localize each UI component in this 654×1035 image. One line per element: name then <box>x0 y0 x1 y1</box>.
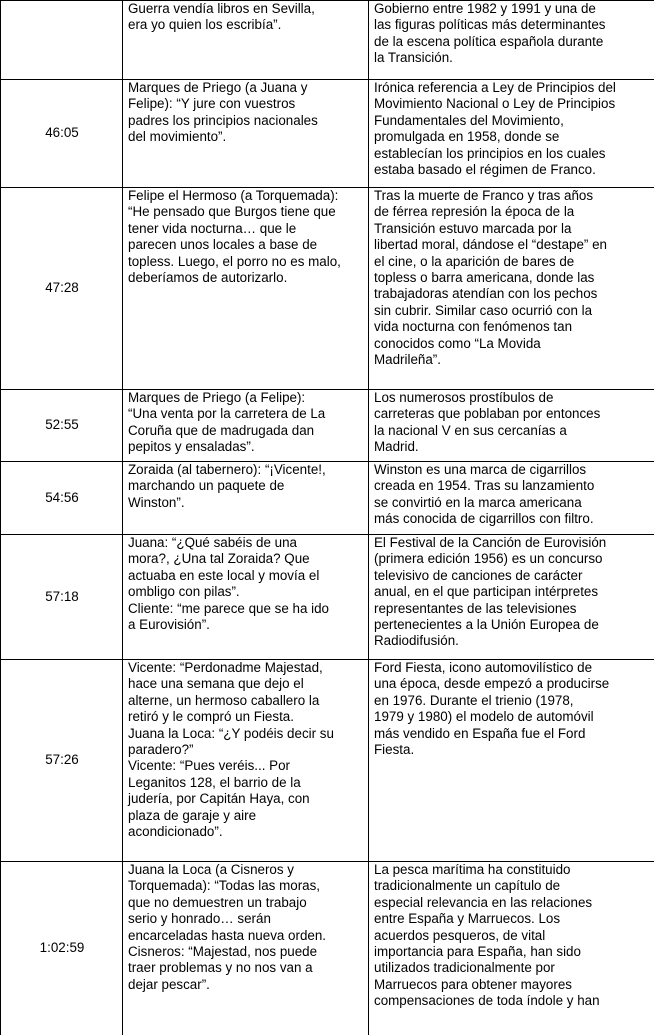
quote-cell <box>123 862 369 1035</box>
timestamp-cell <box>1 1 123 80</box>
table-row <box>1 188 654 390</box>
note-cell <box>369 462 654 535</box>
quote-cell <box>123 462 369 535</box>
quote-cell <box>123 80 369 188</box>
table-row <box>1 1 654 80</box>
historical-note: Irónica referencia a Ley de Principios del Movimiento Nacional o Ley de Principios Fundamentales del Movimiento, promulgada en 1958, donde se establecían los principios en los cuales estaba basado el régimen de Franco. <box>374 80 616 178</box>
dialogue-quote: Felipe el Hermoso (a Torquemada): “He pensado que Burgos tiene que tener vida nocturna… que le parecen unos locales a base de topless. Luego, el porro no es malo, deberíamos de autorizarlo. <box>128 188 341 286</box>
dialogue-quote: Vicente: “Perdonadme Majestad, hace una semana que dejo el alterne, un hermoso caballero la retiró y le compró un Fiesta. Juana la Loca: “¿Y podéis decir su paradero?” Vicente: “Pues veréis... Por Leganitos 128, el barrio de la judería, por Capitán Haya, con plaza de garaje y aire acondicionado”. <box>128 660 334 840</box>
note-cell <box>369 535 654 660</box>
timestamp: 46:05 <box>45 125 79 141</box>
note-cell <box>369 660 654 862</box>
historical-note: Winston es una marca de cigarrillos creada en 1954. Tras su lanzamiento se convirtió en la marca americana más conocida de cigarrillos con filtro. <box>374 462 595 527</box>
table-row <box>1 462 654 535</box>
table-row <box>1 390 654 462</box>
quote-cell <box>123 535 369 660</box>
timestamp-cell <box>1 80 123 188</box>
timestamp-cell <box>1 660 123 862</box>
dialogue-quote: Zoraida (al tabernero): “¡Vicente!, marchando un paquete de Winston”. <box>128 462 326 510</box>
timestamp: 1:02:59 <box>39 940 85 956</box>
quote-cell <box>123 660 369 862</box>
historical-note: Tras la muerte de Franco y tras años de férrea represión la época de la Transición estuvo marcada por la libertad moral, dándose el “destape” en el cine, o la aparición de bares de topless o barra americana, donde las trabajadoras atendían con los pechos sin cubrir. Similar caso ocurrió con la vida nocturna con fenómenos tan conocidos como “La Movida Madrileña”. <box>374 188 607 368</box>
historical-note: Los numerosos prostíbulos de carreteras que poblaban por entonces la nacional V en sus cercanías a Madrid. <box>374 390 601 455</box>
dialogue-quote: Guerra vendía libros en Sevilla, era yo quien los escribía”. <box>128 1 315 33</box>
table-row <box>1 80 654 188</box>
dialogue-quote: Marques de Priego (a Felipe): “Una venta por la carretera de La Coruña que de madrugada dan pepitos y ensaladas”. <box>128 390 326 455</box>
timestamp-cell <box>1 188 123 390</box>
timestamp: 52:55 <box>45 417 79 433</box>
historical-note: Gobierno entre 1982 y 1991 y una de las figuras políticas más determinantes de la escena política española durante la Transición. <box>374 1 606 66</box>
historical-note: Ford Fiesta, icono automovilístico de una época, desde empezó a producirse en 1976. Durante el trienio (1978, 1979 y 1980) el modelo de automóvil más vendido en España fue el Ford Fiesta. <box>374 660 610 758</box>
timestamp-cell <box>1 862 123 1035</box>
note-cell <box>369 1 654 80</box>
table-row <box>1 535 654 660</box>
quote-cell <box>123 1 369 80</box>
table-row <box>1 660 654 862</box>
note-cell <box>369 188 654 390</box>
dialogue-quote: Juana: “¿Qué sabéis de una mora?, ¿Una tal Zoraida? Que actuaba en este local y movía el ombligo con pilas”. Cliente: “me parece que se ha ido a Eurovisión”. <box>128 535 329 633</box>
note-cell <box>369 80 654 188</box>
timestamp: 57:26 <box>45 752 79 768</box>
timestamp: 57:18 <box>45 588 79 604</box>
dialogue-quote: Juana la Loca (a Cisneros y Torquemada): “Todas las moras, que no demuestren un trabajo serio y honrado… serán encarceladas hasta nueva orden. Cisneros: “Majestad, nos puede traer problemas y no nos van a dejar pescar”. <box>128 862 327 992</box>
timestamp: 54:56 <box>45 489 79 505</box>
historical-note: El Festival de la Canción de Eurovisión (primera edición 1956) es un concurso televisivo de canciones de carácter anual, en el que participan intérpretes representantes de las televisiones pertenecientes a la Unión Europea de Radiodifusión. <box>374 535 607 649</box>
timestamp: 47:28 <box>45 280 79 296</box>
quote-cell <box>123 188 369 390</box>
historical-note: La pesca marítima ha constituido tradicionalmente un capítulo de especial relevancia en las relaciones entre España y Marruecos. Los acuerdos pesqueros, de vital importancia para España, han sido utilizados tradicionalmente por Marruecos para obtener mayores compensaciones de toda índole y han <box>374 862 600 1009</box>
note-cell <box>369 862 654 1035</box>
table-row <box>1 862 654 1035</box>
timestamp-cell <box>1 535 123 660</box>
dialogue-quote: Marques de Priego (a Juana y Felipe): “Y jure con vuestros padres los principios nacionales del movimiento”. <box>128 80 318 145</box>
timestamp-cell <box>1 390 123 462</box>
timestamp-cell <box>1 462 123 535</box>
quote-cell <box>123 390 369 462</box>
note-cell <box>369 390 654 462</box>
